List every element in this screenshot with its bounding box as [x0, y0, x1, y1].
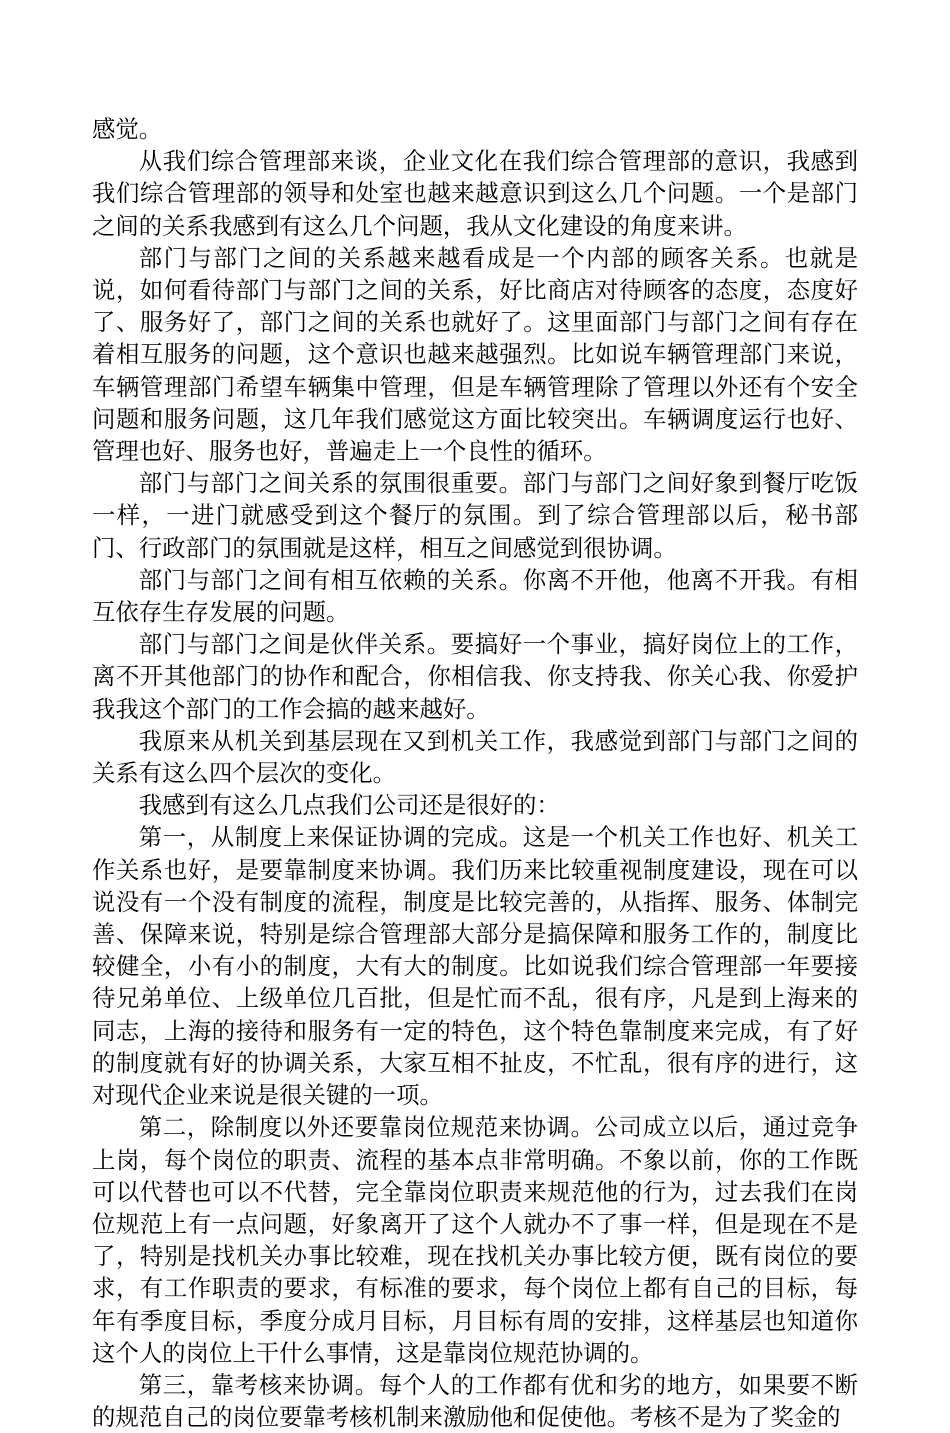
paragraph-9: 第一，从制度上来保证协调的完成。这是一个机关工作也好、机关工作关系也好，是要靠制度来协调。我们历来比较重视制度建设，现在可以说没有一个没有制度的流程，制度是比较完善的，从指挥、服务、体制完善、保障来说，特别是综合管理部大部分是搞保障和服务工作的，制度比较健全，小有小的制度，大有大的制度。比如说我们综合管理部一年要接待兄弟单位、上级单位几百批，但是忙而不乱，很有序，凡是到上海来的同志，上海的接待和服务有一定的特色，这个特色靠制度来完成，有了好的制度就有好的协调关系，大家互相不扯皮，不忙乱，很有序的进行，这对现代企业来说是很关键的一项。 — [92, 823, 858, 1110]
paragraph-11: 第三，靠考核来协调。每个人的工作都有优和劣的地方，如果要不断的规范自己的岗位要靠考核机制来激励他和促使他。考核不是为了奖金的 — [92, 1370, 858, 1432]
paragraph-4: 部门与部门之间关系的氛围很重要。部门与部门之间好象到餐厅吃饭一样，一进门就感受到这个餐厅的氛围。到了综合管理部以后，秘书部门、行政部门的氛围就是这样，相互之间感觉到很协调。 — [92, 469, 858, 562]
paragraph-3: 部门与部门之间的关系越来越看成是一个内部的顾客关系。也就是说，如何看待部门与部门之间的关系，好比商店对待顾客的态度，态度好了、服务好了，部门之间的关系也就好了。这里面部门与部门之间有存在着相互服务的问题，这个意识也越来越强烈。比如说车辆管理部门来说，车辆管理部门希望车辆集中管理，但是车辆管理除了管理以外还有个安全问题和服务问题，这几年我们感觉这方面比较突出。车辆调度运行也好、管理也好、服务也好，普遍走上一个良性的循环。 — [92, 243, 858, 466]
paragraph-8: 我感到有这么几点我们公司还是很好的： — [138, 791, 560, 820]
paragraph-2: 从我们综合管理部来谈，企业文化在我们综合管理部的意识，我感到我们综合管理部的领导和处室也越来越意识到这么几个问题。一个是部门之间的关系我感到有这么几个问题，我从文化建设的角度来讲。 — [92, 147, 858, 240]
paragraph-1: 感觉。 — [92, 115, 163, 143]
paragraph-10: 第二，除制度以外还要靠岗位规范来协调。公司成立以后，通过竞争上岗，每个岗位的职责、流程的基本点非常明确。不象以前，你的工作既可以代替也可以不代替，完全靠岗位职责来规范他的行为，过去我们在岗位规范上有一点问题，好象离开了这个人就办不了事一样，但是现在不是了，特别是找机关办事比较难，现在找机关办事比较方便，既有岗位的要求，有工作职责的要求，有标准的要求，每个岗位上都有自己的目标，每年有季度目标，季度分成月目标，月目标有周的安排，这样基层也知道你这个人的岗位上干什么事情，这是靠岗位规范协调的。 — [92, 1113, 858, 1367]
paragraph-6: 部门与部门之间是伙伴关系。要搞好一个事业，搞好岗位上的工作，离不开其他部门的协作和配合，你相信我、你支持我、你关心我、你爱护我我这个部门的工作会搞的越来越好。 — [92, 630, 858, 723]
document-page — [92, 113, 858, 1433]
paragraph-5: 部门与部门之间有相互依赖的关系。你离不开他，他离不开我。有相互依存生存发展的问题。 — [92, 565, 858, 627]
paragraph-7: 我原来从机关到基层现在又到机关工作，我感觉到部门与部门之间的关系有这么四个层次的变化。 — [92, 726, 858, 788]
